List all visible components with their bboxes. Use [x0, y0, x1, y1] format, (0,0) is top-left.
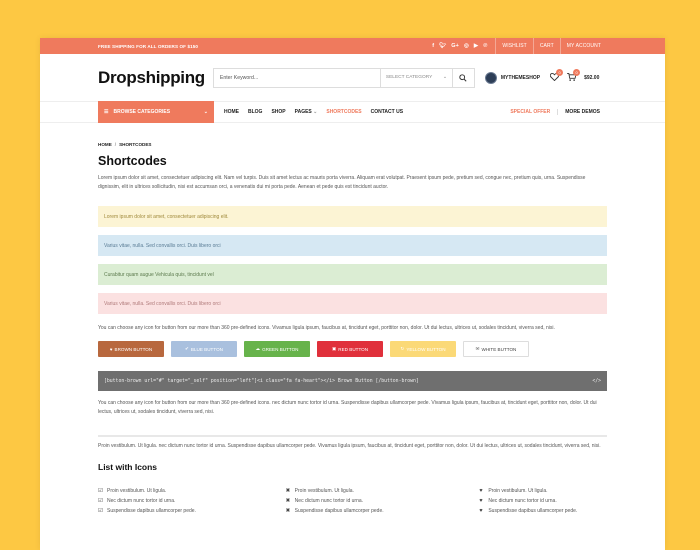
top-links — [495, 38, 607, 54]
code-block — [98, 371, 607, 391]
heart-icon: ♥ — [479, 498, 483, 504]
cart-link[interactable]: CART — [533, 38, 560, 54]
green-button[interactable] — [244, 341, 310, 357]
list-item-label: Suspendisse dapibus ullamcorper pede. — [294, 508, 384, 514]
alert-blue: Varius vitae, nulla. Sed convallis orci. Duis libero orci — [98, 235, 607, 256]
intro-paragraph: Lorem ipsum dolor sit amet, consectetuer adipiscing elit. Nam vel turpis. Duis sit amet lectus ac mauris porta viverra. Aliquam erat volutpat. Praesent ipsum pede, pretium sed, congue nec, pretium quis, urna. Suspendisse dignissim, elit in ultrices sollicitudin, nisi est accumsan orci, a venenatis dui mi porta pede. Aenean et pede quis est tincidunt auctor. — [98, 175, 586, 190]
nav-home[interactable]: HOME — [224, 109, 239, 115]
site-header — [40, 54, 665, 101]
list-item — [98, 496, 226, 506]
search-bar — [213, 68, 475, 88]
more-demos-link[interactable]: MORE DEMOS — [565, 109, 600, 115]
instagram-icon[interactable]: ◎ — [464, 43, 469, 49]
main-nav — [40, 101, 665, 123]
top-bar — [40, 38, 665, 54]
special-offer-link[interactable]: SPECIAL OFFER — [503, 109, 558, 115]
close-icon: ✖ — [285, 508, 291, 514]
list-checkbox — [98, 486, 226, 516]
list-item-label: Nec dictum nunc tortor id urna. — [107, 498, 176, 504]
social-links — [432, 43, 487, 49]
pinterest-icon[interactable]: ℗ — [483, 43, 488, 49]
cart-total: $92.00 — [584, 74, 600, 81]
alert-red: Varius vitae, nulla. Sed convallis orci. Duis libero orci — [98, 293, 607, 314]
list-item-label: Proin vestibulum. Ut ligula. — [488, 488, 548, 494]
facebook-icon[interactable]: f — [432, 43, 435, 49]
category-select[interactable] — [380, 69, 452, 87]
blue-button-label: BLUE BUTTON — [190, 346, 223, 352]
main-content — [40, 142, 665, 516]
header-icons — [550, 69, 600, 83]
chevron-down-icon: ⌄ — [313, 109, 318, 115]
nav-pages-label: PAGES — [294, 109, 312, 115]
icons-paragraph-2: You can choose any icon for button from our more than 360 pre-defined icons. nec dictum nunc tortor id urna. Suspendisse dapibus ullamcorper pede. Vivamus ligula ipsum, faucibus at, tincidunt eget, porttitor non, dolor. Ut dui lectus, ultrices ut, sodales tincidunt, viverra sed, nisi. — [98, 400, 597, 415]
nav-links — [224, 109, 503, 115]
button-row — [98, 341, 607, 357]
menu-icon: ☰ — [104, 109, 109, 115]
page-frame — [40, 38, 665, 550]
list-item — [479, 486, 607, 496]
wishlist-button[interactable] — [550, 69, 561, 83]
close-icon: ✖ — [285, 498, 291, 504]
breadcrumb: HOME / SHORTCODES — [98, 142, 152, 147]
list-item-label: Suspendisse dapibus ullamcorper pede. — [107, 508, 196, 514]
list-item — [479, 496, 607, 506]
search-icon — [459, 74, 467, 82]
brown-button[interactable] — [98, 341, 164, 357]
heart-icon: ♥ — [109, 346, 113, 352]
list-item — [286, 496, 414, 506]
page-title: Shortcodes — [98, 154, 167, 168]
list-item-label: Nec dictum nunc tortor id urna. — [488, 498, 557, 504]
list-item — [286, 506, 414, 516]
white-button-label: WHITE BUTTON — [481, 346, 517, 352]
chevron-down-icon: ⌄ — [203, 109, 208, 115]
envelope-icon: ✉ — [475, 346, 480, 351]
nav-right — [503, 109, 607, 115]
image-icon: ▣ — [331, 346, 337, 351]
paragraph-after-divider: Proin vestibulum. Ut ligula. nec dictum nunc tortor id urna. Suspendisse dapibus ullamcorper pede. Vivamus ligula ipsum, faucibus at, tincidunt eget, porttitor non, dolor. Ut dui lectus, ultrices ut, sodales tincidunt, viverra sed, nisi. — [98, 443, 601, 449]
cart-button[interactable] — [567, 69, 578, 83]
nav-shortcodes[interactable]: SHORTCODES — [326, 109, 362, 115]
list-item-label: Nec dictum nunc tortor id urna. — [294, 498, 364, 504]
white-button[interactable] — [463, 341, 529, 357]
cloud-icon: ☁ — [255, 346, 261, 351]
refresh-icon: ↻ — [400, 346, 405, 351]
red-button-label: RED BUTTON — [338, 346, 369, 352]
yellow-button-label: YELLOW BUTTON — [406, 346, 446, 352]
twitter-icon[interactable]: 🐦︎ — [439, 43, 447, 49]
red-button[interactable] — [317, 341, 383, 357]
nav-shop[interactable]: SHOP — [271, 109, 286, 115]
search-button[interactable] — [452, 69, 474, 87]
breadcrumb-home[interactable]: HOME — [98, 142, 112, 147]
divider — [98, 435, 607, 437]
brand-name: MYTHEMESHOP — [500, 74, 541, 81]
list-item-label: Suspendisse dapibus ullamcorper pede. — [488, 508, 578, 514]
list-item-label: Proin vestibulum. Ut ligula. — [107, 488, 167, 494]
close-icon: ✖ — [285, 488, 291, 494]
list-item — [98, 486, 226, 496]
alert-yellow: Lorem ipsum dolor sit amet, consectetuer adipiscing elit. — [98, 206, 607, 227]
checkbox-icon: ☑ — [98, 498, 103, 504]
nav-contact-us[interactable]: CONTACT US — [370, 109, 404, 115]
heart-icon: ♥ — [479, 488, 483, 494]
green-button-label: GREEN BUTTON — [262, 346, 299, 352]
blue-button[interactable] — [171, 341, 237, 357]
icons-paragraph: You can choose any icon for button from our more than 360 pre-defined icons. Vivamus ligula ipsum, faucibus at, tincidunt eget, porttitor non, dolor. Ut dui lectus, ultrices ut, sodales tincidunt, viverra sed, nisi. — [98, 325, 555, 331]
list-item-label: Proin vestibulum. Ut ligula. — [294, 488, 354, 494]
list-item — [98, 506, 226, 516]
nav-pages[interactable] — [295, 109, 318, 115]
code-text: [button-brown url="#" target="_self" position="left"]<i class="fa fa-heart"></i> Brown Button [/button-brown] — [104, 378, 419, 384]
wishlist-link[interactable]: WISHLIST — [495, 38, 532, 54]
yellow-button[interactable] — [390, 341, 456, 357]
browse-categories-button[interactable] — [98, 101, 214, 123]
google-plus-icon[interactable]: G+ — [451, 43, 459, 49]
wishlist-count-badge: 0 — [556, 69, 563, 76]
alert-green: Curabitur quam augue Vehicula quis, tincidunt vel — [98, 264, 607, 285]
heart-icon: ♥ — [479, 508, 483, 514]
checkbox-icon: ☑ — [98, 488, 103, 494]
site-logo[interactable]: Dropshipping — [98, 67, 205, 87]
list-heart — [413, 486, 607, 516]
list-cross — [226, 486, 414, 516]
list-title: List with Icons — [98, 462, 158, 472]
checkbox-icon: ☑ — [98, 508, 103, 514]
brown-button-label: BROWN BUTTON — [114, 346, 153, 352]
nav-blog[interactable]: BLOG — [248, 109, 263, 115]
cart-count-badge: 0 — [573, 69, 580, 76]
check-icon: ✔ — [185, 346, 189, 351]
my-account-link[interactable]: MY ACCOUNT — [560, 38, 607, 54]
breadcrumb-current: SHORTCODES — [119, 142, 152, 147]
list-item — [286, 486, 414, 496]
browse-categories-label: BROWSE CATEGORIES — [113, 109, 171, 115]
icon-lists — [98, 486, 607, 516]
free-shipping-notice: FREE SHIPPING FOR ALL ORDERS OF $150 — [98, 43, 199, 49]
list-item — [479, 506, 607, 516]
brand-badge[interactable] — [485, 72, 540, 84]
chevron-down-icon: ⌄ — [442, 75, 447, 80]
search-input[interactable]: Enter Keyword... — [219, 74, 259, 81]
code-icon[interactable]: </> — [592, 378, 601, 384]
youtube-icon[interactable]: ▶ — [473, 43, 479, 49]
category-select-label: SELECT CATEGORY — [385, 75, 433, 80]
brand-avatar — [485, 72, 497, 84]
